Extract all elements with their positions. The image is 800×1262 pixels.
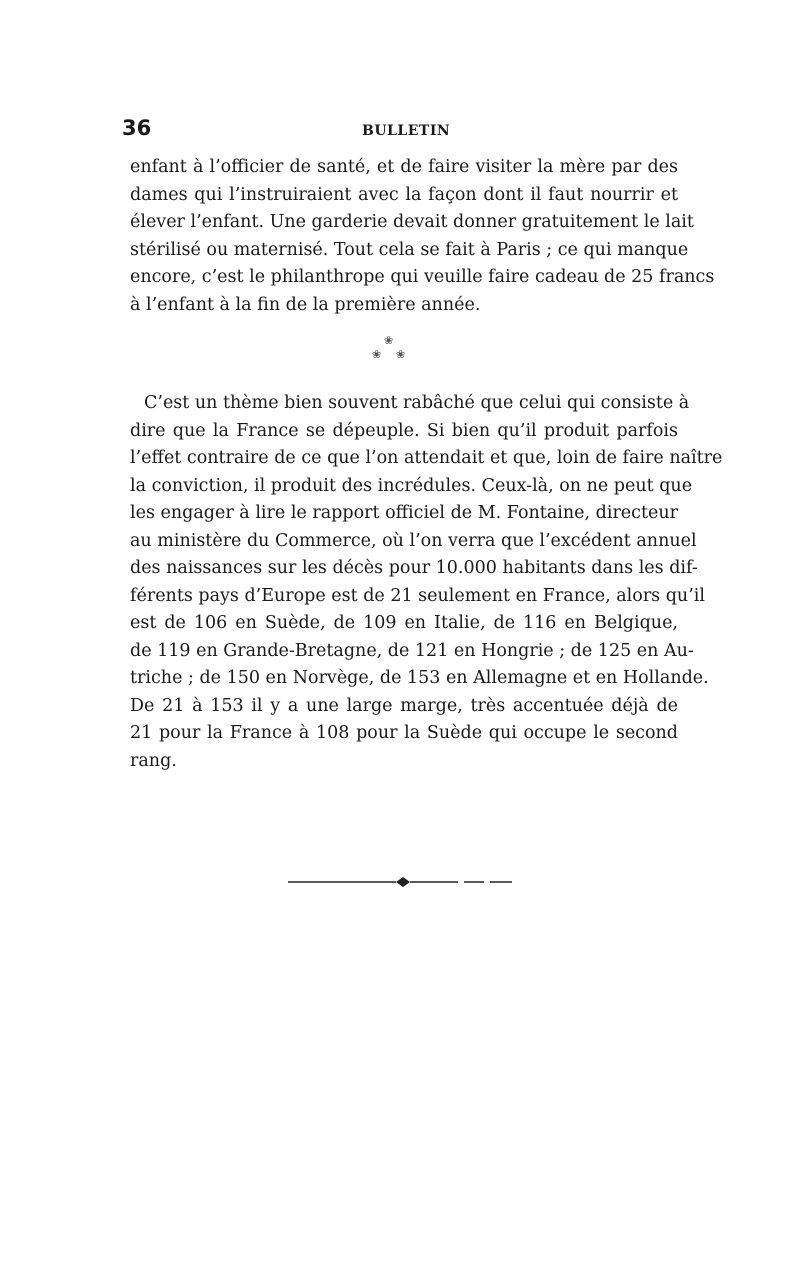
text-line: triche ; de 150 en Norvège, de 153 en Allemagne et en Hollande. — [130, 668, 709, 688]
text-line: est de 106 en Suède, de 109 en Italie, de 116 en Belgique, — [130, 613, 678, 633]
page-header — [122, 116, 682, 146]
text-line: 21 pour la France à 108 pour la Suède qui occupe le second — [130, 723, 678, 743]
text-line: C’est un thème bien souvent rabâché que celui qui consiste à — [144, 393, 690, 413]
text-line: encore, c’est le philanthrope qui veuille faire cadeau de 25 francs — [130, 267, 715, 287]
text-line: enfant à l’officier de santé, et de faire visiter la mère par des — [130, 157, 678, 177]
text-line: férents pays d’Europe est de 21 seulement en France, alors qu’il — [130, 585, 705, 606]
text-line: les engager à lire le rapport officiel de M. Fontaine, directeur — [130, 503, 678, 523]
text-line: à l’enfant à la fin de la première année. — [130, 294, 481, 315]
text-line: dire que la France se dépeuple. Si bien qu’il produit parfois — [130, 420, 678, 441]
flower-ornament-icon: ❀ — [372, 348, 382, 361]
text-line: de 119 en Grande-Bretagne, de 121 en Hongrie ; de 125 en Au- — [130, 640, 694, 661]
flower-ornament-icon: ❀ — [384, 334, 394, 347]
text-line: au ministère du Commerce, où l’on verra que l’excédent annuel — [130, 530, 697, 551]
text-line: la conviction, il produit des incrédules. Ceux-là, on ne peut que — [130, 475, 693, 496]
paragraph-2 — [130, 390, 723, 775]
text-line: élever l’enfant. Une garderie devait donner gratuitement le lait — [130, 212, 694, 232]
text-line: l’effet contraire de ce que l’on attendait et que, loin de faire naître — [130, 448, 723, 468]
text-line: stérilisé ou maternisé. Tout cela se fait à Paris ; ce qui manque — [130, 239, 689, 260]
paragraph-1 — [130, 154, 715, 319]
text-line: De 21 à 153 il y a une large marge, très accentuée déjà de — [130, 695, 678, 716]
asterism-ornament — [369, 334, 409, 370]
text-line: dames qui l’instruiraient avec la façon dont il faut nourrir et — [130, 184, 678, 205]
tailpiece-rule-ornament — [286, 872, 516, 892]
text-line: rang. — [130, 750, 177, 771]
page-number: 36 — [122, 116, 152, 140]
text-line: des naissances sur les décès pour 10.000 habitants dans les dif- — [130, 558, 698, 578]
diamond-icon — [396, 877, 410, 887]
running-head: BULLETIN — [362, 123, 451, 139]
flower-ornament-icon: ❀ — [396, 348, 406, 361]
